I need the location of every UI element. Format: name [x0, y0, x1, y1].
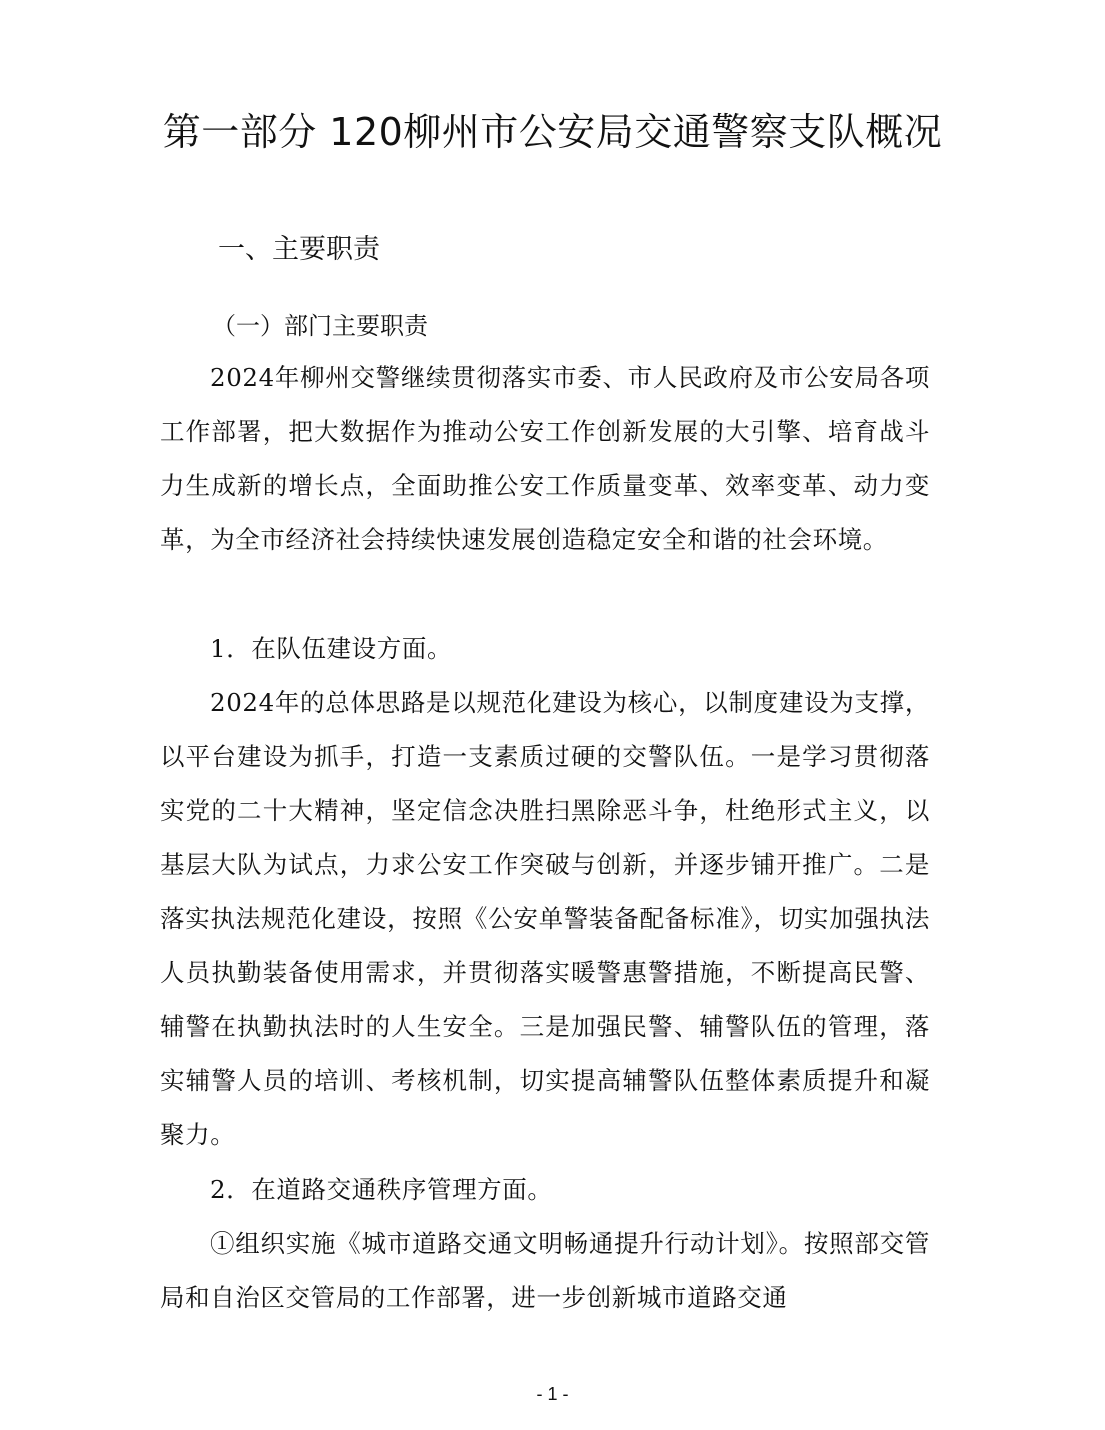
- item-1-paragraph: 2024年的总体思路是以规范化建设为核心，以制度建设为支撑，以平台建设为抓手，打造一支素质过硬的交警队伍。一是学习贯彻落实党的二十大精神，坚定信念决胜扫黑除恶斗争，杜绝形式主义，以基层大队为试点，力求公安工作突破与创新，并逐步铺开推广。二是落实执法规范化建设，按照《公安单警装备配备标准》，切实加强执法人员执勤装备使用需求，并贯彻落实暖警惠警措施，不断提高民警、辅警在执勤执法时的人生安全。三是加强民警、辅警队伍的管理，落实辅警人员的培训、考核机制，切实提高辅警队伍整体素质提升和凝聚力。: [160, 688, 930, 1149]
- section-heading: 一、主要职责: [218, 234, 380, 265]
- subsection-heading: （一）部门主要职责: [212, 312, 428, 340]
- page-number: - 1 -: [536, 1384, 569, 1404]
- document-title: 第一部分 120柳州市公安局交通警察支队概况: [162, 110, 943, 154]
- item-2-paragraph: ①组织实施《城市道路交通文明畅通提升行动计划》。按照部交管局和自治区交管局的工作部署，进一步创新城市道路交通: [160, 1229, 930, 1312]
- item-2-heading: 2．在道路交通秩序管理方面。: [210, 1175, 553, 1204]
- item-1-heading: 1．在队伍建设方面。: [210, 634, 453, 663]
- intro-paragraph: 2024年柳州交警继续贯彻落实市委、市人民政府及市公安局各项工作部署，把大数据作为推动公安工作创新发展的大引擎、培育战斗力生成新的增长点，全面助推公安工作质量变革、效率变革、动力变革，为全市经济社会持续快速发展创造稳定安全和谐的社会环境。: [160, 363, 930, 554]
